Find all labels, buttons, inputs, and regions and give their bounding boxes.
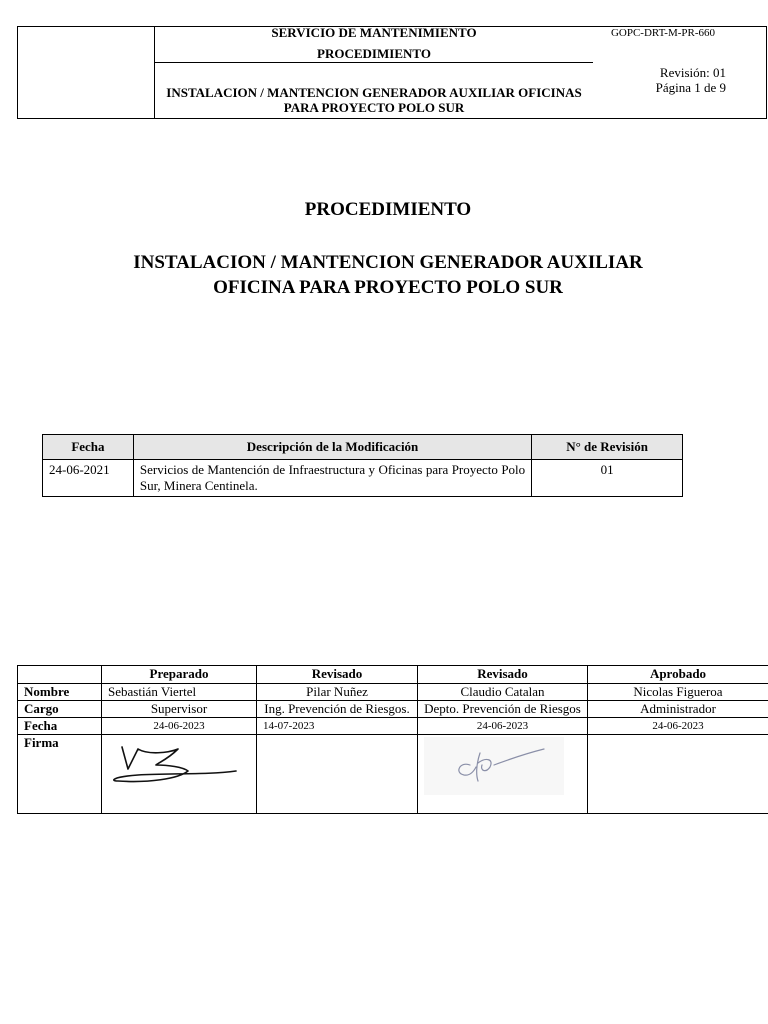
col-header-descripcion: Descripción de la Modificación	[133, 435, 531, 460]
signature-preparado	[108, 735, 248, 795]
row-label-firma: Firma	[18, 735, 102, 814]
nombre-revisado-1: Pilar Nuñez	[257, 684, 418, 701]
header-divider	[155, 62, 593, 63]
fecha-revisado-1: 14-07-2023	[257, 718, 418, 735]
table-row	[18, 701, 768, 718]
page-number: Página 1 de 9	[655, 80, 726, 95]
approvals-corner-cell	[18, 666, 102, 684]
header-procedure-title: INSTALACION / MANTENCION GENERADOR AUXILIAR OFICINAS PARA PROYECTO POLO SUR	[166, 85, 582, 115]
cargo-revisado-1: Ing. Prevención de Riesgos.	[257, 701, 418, 718]
header-service-title: SERVICIO DE MANTENIMIENTO	[271, 25, 477, 40]
cargo-preparado: Supervisor	[102, 701, 257, 718]
nombre-preparado: Sebastián Viertel	[102, 684, 257, 701]
logo-cell	[18, 27, 155, 119]
revision-history-table	[42, 434, 683, 497]
col-header-revision: N° de Revisión	[532, 435, 683, 460]
document-header	[17, 26, 767, 119]
table-row	[18, 684, 768, 701]
revision-descripcion: Servicios de Mantención de Infraestructura y Oficinas para Proyecto Polo Sur, Minera Centinela.	[133, 460, 531, 497]
document-code: GOPC-DRT-M-PR-660	[610, 27, 716, 39]
revision-numero: 01	[532, 460, 683, 497]
header-preparado: Preparado	[102, 666, 257, 684]
approvals-header-row	[18, 666, 768, 684]
cover-title-line2: OFICINA PARA PROYECTO POLO SUR	[213, 277, 563, 298]
firma-revisado-2	[418, 735, 588, 814]
table-row	[18, 735, 768, 814]
nombre-aprobado: Nicolas Figueroa	[588, 684, 768, 701]
header-revisado-2: Revisado	[418, 666, 588, 684]
firma-aprobado	[588, 735, 768, 814]
revision-table-header	[43, 435, 683, 460]
revision-number: Revisión: 01	[659, 65, 726, 80]
row-label-nombre: Nombre	[18, 684, 102, 701]
fecha-preparado: 24-06-2023	[102, 718, 257, 735]
header-revisado-1: Revisado	[257, 666, 418, 684]
fecha-revisado-2: 24-06-2023	[418, 718, 588, 735]
cargo-revisado-2: Depto. Prevención de Riesgos	[418, 701, 588, 718]
table-row	[43, 460, 683, 497]
firma-revisado-1	[257, 735, 418, 814]
nombre-revisado-2: Claudio Catalan	[418, 684, 588, 701]
fecha-aprobado: 24-06-2023	[588, 718, 768, 735]
col-header-fecha: Fecha	[43, 435, 134, 460]
cover-heading: PROCEDIMIENTO	[304, 199, 472, 220]
row-label-fecha: Fecha	[18, 718, 102, 735]
cover-title-line1: INSTALACION / MANTENCION GENERADOR AUXILIAR	[133, 252, 643, 273]
revision-fecha: 24-06-2021	[43, 460, 134, 497]
header-aprobado: Aprobado	[588, 666, 768, 684]
revision-and-page	[593, 65, 726, 95]
cargo-aprobado: Administrador	[588, 701, 768, 718]
row-label-cargo: Cargo	[18, 701, 102, 718]
signature-revisado-2	[424, 735, 564, 797]
header-doc-type: PROCEDIMIENTO	[317, 46, 431, 61]
approvals-table	[17, 665, 768, 814]
firma-preparado	[102, 735, 257, 814]
cover-title	[0, 250, 768, 300]
table-row	[18, 718, 768, 735]
